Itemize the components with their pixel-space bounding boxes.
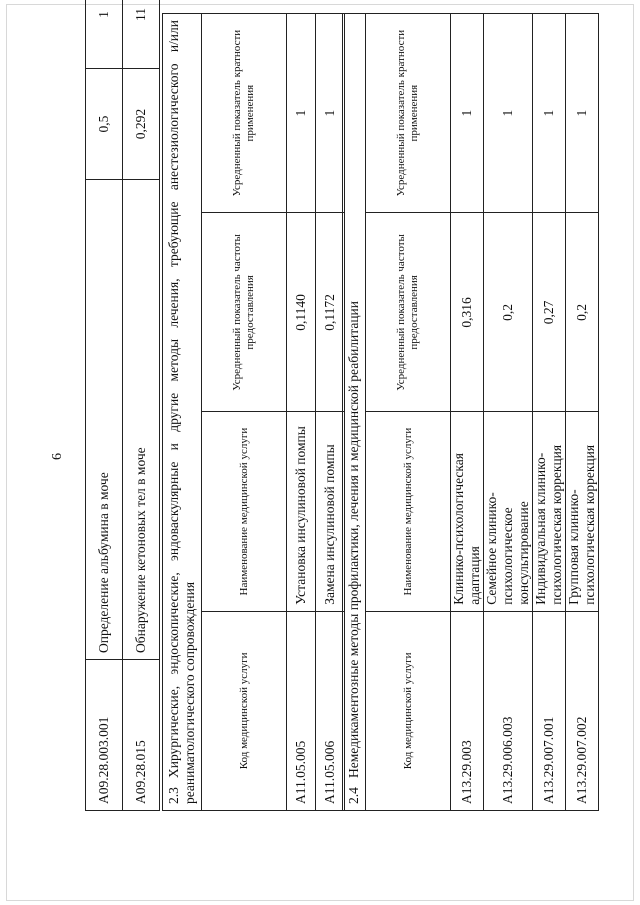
section-number: 2.3 <box>166 787 181 804</box>
section-number: 2.4 <box>346 787 361 804</box>
header-code: Код медицинской услуги <box>202 611 287 810</box>
header-frequency: Усредненный показатель частоты предоставления <box>202 213 287 412</box>
table-row <box>287 14 316 811</box>
header-frequency: Усредненный показатель частоты предоставления <box>366 213 451 412</box>
service-name: Индивидуальная клинико-психологическая коррекция <box>533 412 566 611</box>
table-row <box>451 14 484 811</box>
service-code: A09.28.003.001 <box>86 660 123 811</box>
multiplicity-value: 1 <box>566 14 599 213</box>
header-name: Наименование медицинской услуги <box>202 412 287 611</box>
multiplicity-value: 1 <box>533 14 566 213</box>
column-header-row <box>202 14 287 811</box>
service-code: A11.05.005 <box>287 611 316 810</box>
table-row <box>533 14 566 811</box>
frequency-value: 0,2 <box>484 213 533 412</box>
page-number: 6 <box>50 453 65 460</box>
table-section-2-4 <box>342 13 599 811</box>
header-multiplicity: Усредненный показатель кратности применения <box>366 14 451 213</box>
service-name: Семейное клинико-психологическое консультирование <box>484 412 533 611</box>
frequency-value: 0,292 <box>123 69 160 180</box>
frequency-value: 0,27 <box>533 213 566 412</box>
service-name: Групповая клинико-психологическая коррекция <box>566 412 599 611</box>
multiplicity-value: 1 <box>86 0 123 69</box>
service-code: A13.29.007.001 <box>533 611 566 810</box>
service-code: A09.28.015 <box>123 660 160 811</box>
multiplicity-value: 1 <box>484 14 533 213</box>
column-header-row <box>366 14 451 811</box>
section-title <box>163 14 202 811</box>
multiplicity-value: 1 <box>287 14 316 213</box>
frequency-value: 0,5 <box>86 69 123 180</box>
section-title-text: Хирургические, эндоскопические, эндоваскулярные и другие методы лечения, требующие анестезиологического и/или реаниматологического сопровождения <box>166 20 197 804</box>
header-code: Код медицинской услуги <box>366 611 451 810</box>
table-section-2-3 <box>162 13 345 811</box>
frequency-value: 0,2 <box>566 213 599 412</box>
section-header-row <box>343 14 366 811</box>
service-name: Замена инсулиновой помпы <box>316 412 345 611</box>
service-name: Клинико-психологическая адаптация <box>451 412 484 611</box>
table-continuation <box>85 0 160 811</box>
table-row <box>86 0 123 811</box>
multiplicity-value: 11 <box>123 0 160 69</box>
service-name: Установка инсулиновой помпы <box>287 412 316 611</box>
multiplicity-value: 1 <box>451 14 484 213</box>
table-row <box>484 14 533 811</box>
service-code: A13.29.003 <box>451 611 484 810</box>
service-code: A13.29.006.003 <box>484 611 533 810</box>
service-name: Обнаружение кетоновых тел в моче <box>123 180 160 660</box>
section-title-text: Немедикаментозные методы профилактики, лечения и медицинской реабилитации <box>346 301 361 778</box>
frequency-value: 0,1172 <box>316 213 345 412</box>
table-row <box>316 14 345 811</box>
multiplicity-value: 1 <box>316 14 345 213</box>
table-row <box>123 0 160 811</box>
frequency-value: 0,316 <box>451 213 484 412</box>
frequency-value: 0,1140 <box>287 213 316 412</box>
table-row <box>566 14 599 811</box>
service-code: A11.05.006 <box>316 611 345 810</box>
header-multiplicity: Усредненный показатель кратности применения <box>202 14 287 213</box>
section-header-row <box>163 14 202 811</box>
section-title <box>343 14 366 811</box>
header-name: Наименование медицинской услуги <box>366 412 451 611</box>
service-code: A13.29.007.002 <box>566 611 599 810</box>
service-name: Определение альбумина в моче <box>86 180 123 660</box>
